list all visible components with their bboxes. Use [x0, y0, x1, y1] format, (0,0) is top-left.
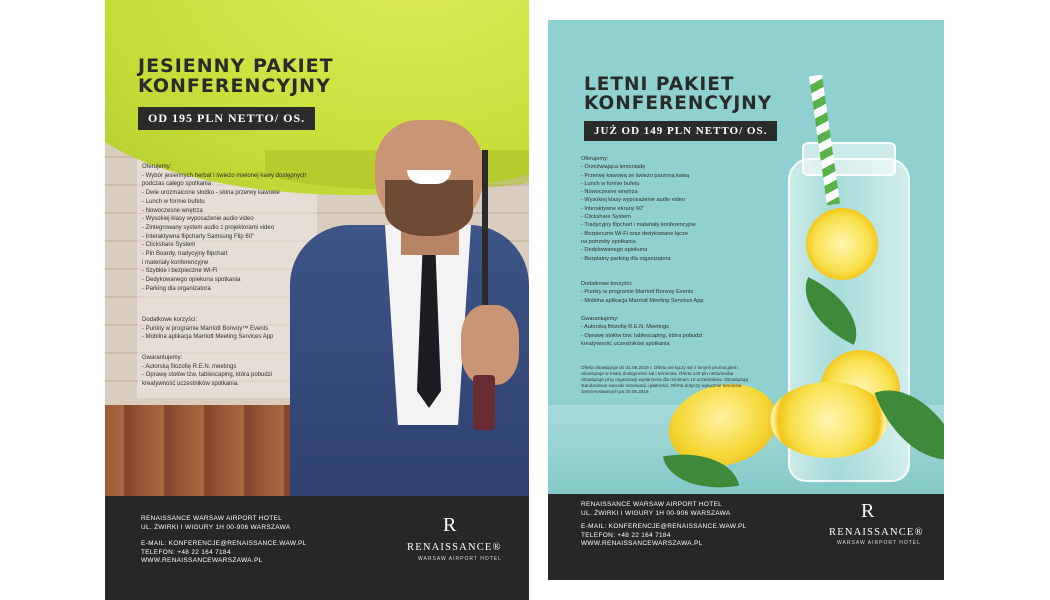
summer-phone: TELEFON: +48 22 164 7184: [581, 531, 671, 539]
list-item: - Clickshare System: [142, 242, 196, 249]
autumn-hotel-name: RENAISSANCE WARSAW AIRPORT HOTEL: [141, 515, 283, 522]
list-item: - Oprawę stołów tzw. tablescaping, która pobudzi: [142, 372, 273, 379]
list-item: - Mobilna aplikacja Marriott Meeting Services App: [581, 297, 704, 304]
autumn-title: [138, 57, 334, 97]
businessman-beard: [385, 180, 473, 236]
list-item: - Punkty w programie Marriott Bonvoy Events: [581, 289, 694, 296]
summer-contact: [581, 523, 747, 549]
renaissance-logo-subtitle: WARSAW AIRPORT HOTEL: [837, 540, 921, 546]
autumn-phone: TELEFON: +48 22 164 7184: [141, 548, 231, 556]
list-item: - Nowoczesne wnętrza: [142, 207, 203, 214]
list-item: - Lunch w formie bufetu: [581, 180, 640, 187]
renaissance-logo-name: RENAISSANCE®: [829, 527, 924, 538]
list-item: na potrzeby spotkania: [581, 238, 636, 245]
list-item: - Wybór jesiennych herbat i świeżo mielonej kawy dostępnych: [142, 172, 307, 179]
list-item: - Dedykowanego opiekuna spotkania: [142, 277, 241, 284]
autumn-guarantee-section: [142, 354, 312, 389]
list-item: - Wysokiej klasy wyposażenie audio video: [142, 216, 254, 223]
renaissance-logo-subtitle: WARSAW AIRPORT HOTEL: [418, 556, 502, 562]
list-item: - Orzeźwiająca lemoniadę: [581, 164, 646, 171]
lemon-slice-image: [806, 208, 878, 280]
autumn-footer: [105, 496, 529, 600]
list-item: - Dwie urozmaicone słodko - słona przerwy kawowe: [142, 190, 280, 197]
list-item: - Szybkie i bezpieczne Wi-Fi: [142, 268, 218, 275]
autumn-email-link[interactable]: E-MAIL: KONFERENCJE@RENAISSANCE.WAW.PL: [141, 540, 307, 547]
summer-offer-terms: Oferta obowiązuje do 31.08.2019 r. Oferta nie łączy się z innymi promocjami i obowiązuje w miarę dostępności sal i terminów. Oferta 149 pln netto/osoba obowiązuje przy organizacji wydarzenia dla minimum 10 uczestników. Obowiązują standardowe warunki rezerwacji i płatności. Oferta dotyczy wyłącznie terminów zarezerwowanych po 20.06.2019.: [581, 365, 748, 395]
list-item: - Nowoczesne wnętrza: [581, 189, 638, 196]
list-item: i materiały konferencyjne: [142, 259, 209, 266]
list-item: - Bezpieczne Wi-Fi oraz dedykowane łącze: [581, 230, 688, 237]
summer-hotel-address: [581, 501, 731, 518]
autumn-title-line2: KONFERENCYJNY: [138, 74, 331, 97]
list-item: - Tradycyjny flipchart i materiały konferencyjne: [581, 222, 696, 229]
list-item: - Oprawę stołów tzw. tablescaping, która pobudzi: [581, 332, 703, 339]
summer-title: [584, 75, 772, 114]
list-item: - Zintegrowany system audio z projektorami video: [142, 224, 275, 231]
renaissance-logo-r: R: [443, 514, 457, 536]
autumn-price-badge: OD 195 PLN NETTO/ OS.: [138, 107, 315, 130]
list-item: - Pin Boardy, tradycyjny flipchart: [142, 251, 228, 258]
renaissance-logo-name: RENAISSANCE®: [407, 542, 502, 553]
autumn-hotel-street: UL. ŻWIRKI I WIGURY 1H 00-906 WARSZAWA: [141, 523, 291, 531]
list-item: podczas całego spotkania: [142, 181, 212, 188]
list-item: - Wysokiej klasy wyposażenie audio video: [581, 197, 686, 204]
list-item: - Lunch w formie bufetu: [142, 198, 205, 205]
list-item: - Przerwę kawową ze świeżo parzoną kawą: [581, 172, 690, 179]
summer-benefits-list: [581, 288, 761, 305]
summer-benefits-section: [581, 280, 761, 305]
summer-guarantee-heading: Gwarantujemy:: [581, 316, 619, 322]
autumn-benefits-heading: Dodatkowe korzyści:: [142, 317, 198, 323]
summer-benefits-heading: Dodatkowe korzyści:: [581, 281, 633, 287]
autumn-guarantee-list: [142, 363, 312, 389]
summer-offer-section: [581, 155, 761, 263]
summer-website-link[interactable]: WWW.RENAISSANCEWARSZAWA.PL: [581, 540, 703, 548]
autumn-hotel-address: [141, 515, 291, 532]
businessman-hand: [461, 305, 519, 385]
list-item: - Interaktywne ekrany 60": [581, 205, 645, 212]
list-item: - Bezpłatny parking dla organizatora: [581, 255, 671, 262]
summer-flyer: [548, 20, 944, 580]
lemon-slice-image: [770, 382, 888, 458]
autumn-offer-heading: Oferujemy:: [142, 164, 172, 170]
summer-hotel-name: RENAISSANCE WARSAW AIRPORT HOTEL: [581, 501, 723, 508]
summer-email-link[interactable]: E-MAIL: KONFERENCJE@RENAISSANCE.WAW.PL: [581, 523, 747, 530]
list-item: - Mobilna aplikacja Marriott Meeting Services App: [142, 334, 274, 341]
summer-title-line2: KONFERENCYJNY: [584, 93, 773, 115]
list-item: - Interaktywna flipcharty Samsung Flip 60": [142, 233, 255, 240]
autumn-contact: [141, 540, 307, 566]
summer-footer: [548, 494, 944, 580]
list-item: - Dedykowanego opiekuna: [581, 247, 648, 254]
list-item: kreatywność uczestników spotkania.: [142, 381, 239, 388]
list-item: - Punkty w programie Marriott Bonvoy™ Events: [142, 325, 269, 332]
summer-hotel-street: UL. ŻWIRKI I WIGURY 1H 00-906 WARSZAWA: [581, 509, 731, 517]
list-item: kreatywność uczestników spotkania: [581, 340, 670, 347]
umbrella-handle: [473, 375, 495, 430]
autumn-guarantee-heading: Gwarantujemy:: [142, 355, 183, 361]
list-item: - Autorską filozofię R.E.N. Meetings: [581, 324, 669, 331]
list-item: - Parking dla organizatora: [142, 285, 211, 292]
autumn-flyer: [105, 0, 529, 600]
summer-guarantee-section: [581, 315, 761, 348]
autumn-title-line1: JESIENNY PAKIET: [138, 55, 334, 77]
autumn-offer-section: [142, 163, 312, 294]
renaissance-logo-r: R: [861, 500, 875, 522]
autumn-offer-list: [142, 172, 312, 294]
summer-offer-heading: Oferujemy:: [581, 156, 609, 162]
autumn-website-link[interactable]: WWW.RENAISSANCEWARSZAWA.PL: [141, 557, 263, 565]
list-item: - Clickshare System: [581, 214, 631, 221]
summer-price-badge: JUŻ OD 149 PLN NETTO/ OS.: [584, 121, 777, 141]
summer-guarantee-list: [581, 323, 761, 348]
autumn-benefits-section: [142, 316, 312, 342]
summer-offer-list: [581, 163, 761, 263]
jar-neck: [802, 142, 896, 176]
list-item: - Autorską filozofię R.E.N. meetings: [142, 363, 237, 370]
autumn-benefits-list: [142, 325, 312, 342]
summer-title-line1: LETNI PAKIET: [584, 74, 735, 95]
